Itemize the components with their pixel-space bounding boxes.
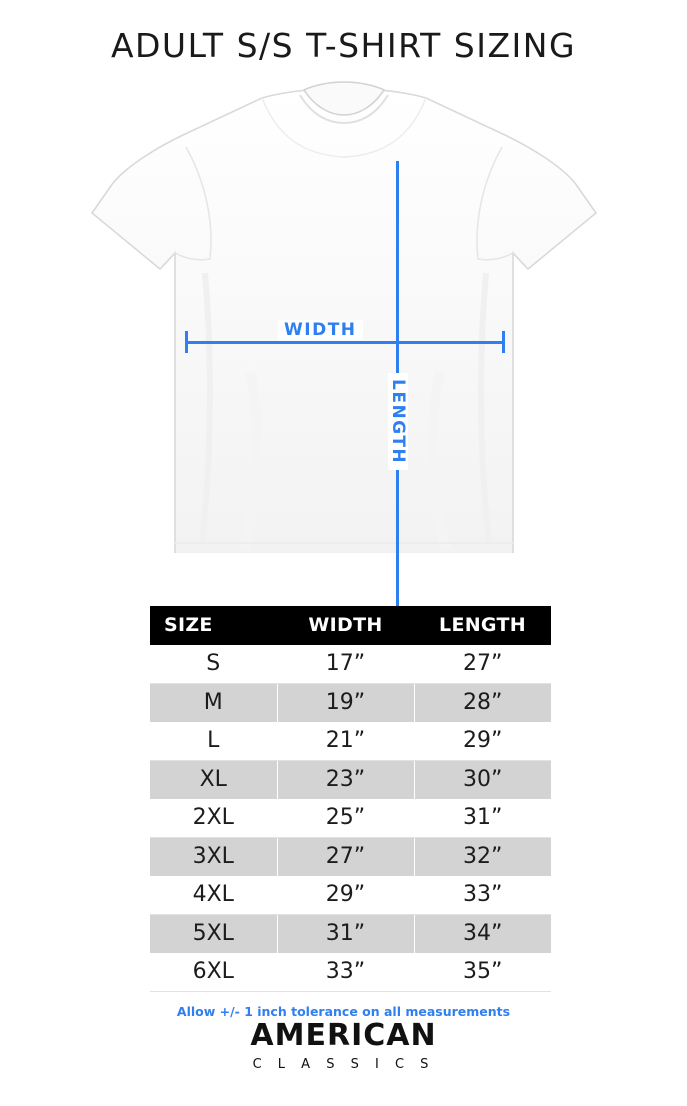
brand-name: AMERICAN — [250, 1018, 437, 1053]
cell-length: 30” — [463, 767, 503, 792]
width-measure-line — [185, 341, 505, 344]
table-header-row — [150, 606, 551, 645]
cell-size: 6XL — [150, 953, 277, 992]
page-title: ADULT S/S T-SHIRT SIZING — [110, 26, 577, 65]
cell-width: 25” — [277, 799, 414, 838]
cell-width: 31” — [277, 915, 414, 954]
cell-size: XL — [150, 761, 277, 800]
cell-size: M — [150, 684, 277, 723]
size-table — [150, 606, 551, 992]
table-row — [150, 722, 551, 761]
tshirt-illustration — [0, 73, 687, 553]
size-table-body — [150, 645, 551, 992]
size-table-head — [150, 606, 551, 645]
cell-size: 2XL — [150, 799, 277, 838]
tshirt-diagram — [0, 73, 687, 553]
cell-length: 28” — [463, 690, 503, 715]
width-label: WIDTH — [278, 320, 363, 340]
width-left-cap — [185, 331, 188, 353]
cell-length: 29” — [414, 722, 551, 761]
cell-length: 31” — [414, 799, 551, 838]
length-label: LENGTH — [388, 373, 408, 470]
cell-length: 35” — [414, 953, 551, 992]
size-chart — [150, 606, 537, 1019]
width-right-cap — [502, 331, 505, 353]
cell-width: 19” — [277, 684, 414, 723]
table-row — [150, 915, 551, 954]
header-length: LENGTH — [414, 606, 551, 645]
cell-size: 4XL — [150, 876, 277, 915]
table-row — [150, 799, 551, 838]
brand-logo — [0, 1018, 687, 1072]
cell-length: 33” — [414, 876, 551, 915]
cell-width: 33” — [277, 953, 414, 992]
header-size: SIZE — [150, 606, 277, 645]
cell-width: 23” — [277, 761, 414, 800]
cell-width: 21” — [277, 722, 414, 761]
cell-size: S — [150, 645, 277, 684]
cell-size: 3XL — [150, 838, 277, 877]
table-row — [150, 838, 551, 877]
table-row — [150, 645, 551, 684]
table-row — [150, 876, 551, 915]
cell-length: 27” — [414, 645, 551, 684]
cell-width: 27” — [277, 838, 414, 877]
table-row — [150, 684, 551, 723]
cell-size: 5XL — [150, 915, 277, 954]
header-width: WIDTH — [277, 606, 414, 645]
cell-width: 29” — [277, 876, 414, 915]
tolerance-note: Allow +/- 1 inch tolerance on all measurements — [176, 1004, 511, 1019]
cell-length: 32” — [463, 844, 503, 869]
table-row — [150, 953, 551, 992]
table-row — [150, 761, 551, 800]
cell-length: 34” — [463, 921, 503, 946]
cell-size: L — [150, 722, 277, 761]
cell-width: 17” — [277, 645, 414, 684]
brand-subtitle: C L A S S I C S — [252, 1057, 435, 1072]
